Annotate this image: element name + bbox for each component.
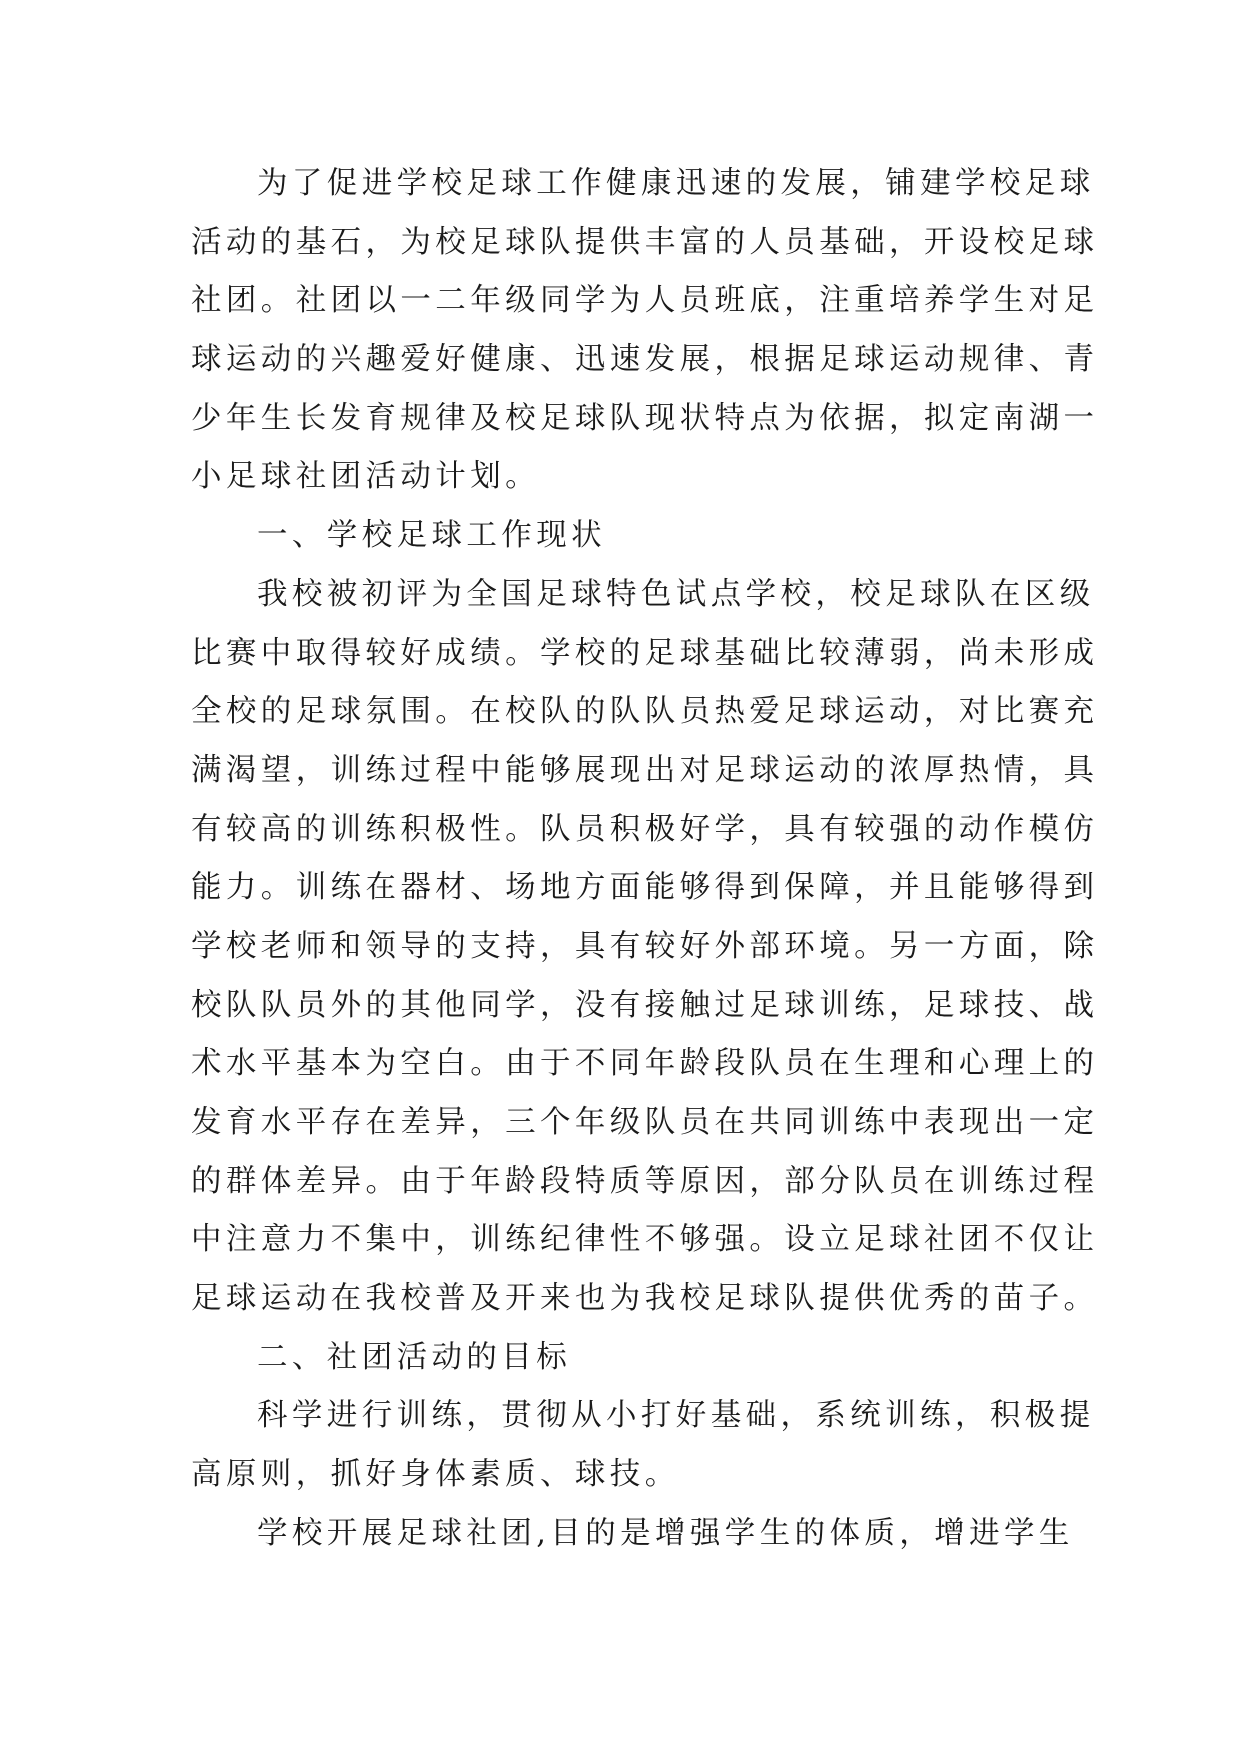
- goals-paragraph-line: 高原则，抓好身体素质、球技。: [191, 1457, 680, 1493]
- status-paragraph-line: 比赛中取得较好成绩。学校的足球基础比较薄弱，尚未形成: [191, 635, 1099, 671]
- status-paragraph-line: 发育水平存在差异，三个年级队员在共同训练中表现出一定: [191, 1105, 1099, 1140]
- status-paragraph-line: 中注意力不集中，训练纪律性不够强。设立足球社团不仅让: [191, 1222, 1099, 1258]
- status-paragraph-line: 校队队员外的其他同学，没有接触过足球训练，足球技、战: [191, 987, 1099, 1023]
- status-paragraph-line: 学校老师和领导的支持，具有较好外部环境。另一方面，除: [191, 928, 1099, 964]
- status-paragraph-line: 我校被初评为全国足球特色试点学校，校足球队在区级: [257, 576, 1095, 612]
- status-paragraph-line: 足球运动在我校普及开来也为我校足球队提供优秀的苗子。: [191, 1281, 1099, 1317]
- status-paragraph-line: 有较高的训练积极性。队员积极好学，具有较强的动作模仿: [191, 811, 1099, 847]
- purpose-paragraph-line: 学校开展足球社团,目的是增强学生的体质，增进学生: [257, 1515, 1074, 1551]
- status-paragraph-line: 术水平基本为空白。由于不同年龄段队员在生理和心理上的: [191, 1046, 1099, 1082]
- status-paragraph-line: 的群体差异。由于年龄段特质等原因，部分队员在训练过程: [191, 1163, 1099, 1199]
- status-paragraph-line: 全校的足球氛围。在校队的队队员热爱足球运动，对比赛充: [191, 694, 1099, 730]
- goals-paragraph-line: 科学进行训练，贯彻从小打好基础，系统训练，积极提: [257, 1398, 1095, 1434]
- intro-paragraph-line: 社团。社团以一二年级同学为人员班底，注重培养学生对足: [191, 283, 1099, 319]
- section-heading-1: 一、学校足球工作现状: [257, 518, 606, 554]
- status-paragraph-line: 满渴望，训练过程中能够展现出对足球运动的浓厚热情，具: [191, 752, 1099, 788]
- section-heading-2: 二、社团活动的目标: [257, 1339, 572, 1375]
- intro-paragraph-line: 小足球社团活动计划。: [191, 459, 540, 495]
- status-paragraph-line: 能力。训练在器材、场地方面能够得到保障，并且能够得到: [191, 870, 1099, 906]
- intro-paragraph-line: 活动的基石，为校足球队提供丰富的人员基础，开设校足球: [191, 224, 1099, 260]
- intro-paragraph-line: 球运动的兴趣爱好健康、迅速发展，根据足球运动规律、青: [191, 342, 1099, 378]
- intro-paragraph-line: 少年生长发育规律及校足球队现状特点为依据，拟定南湖一: [191, 400, 1099, 436]
- intro-paragraph-line: 为了促进学校足球工作健康迅速的发展，铺建学校足球: [257, 166, 1095, 201]
- document-body: [191, 155, 1099, 1564]
